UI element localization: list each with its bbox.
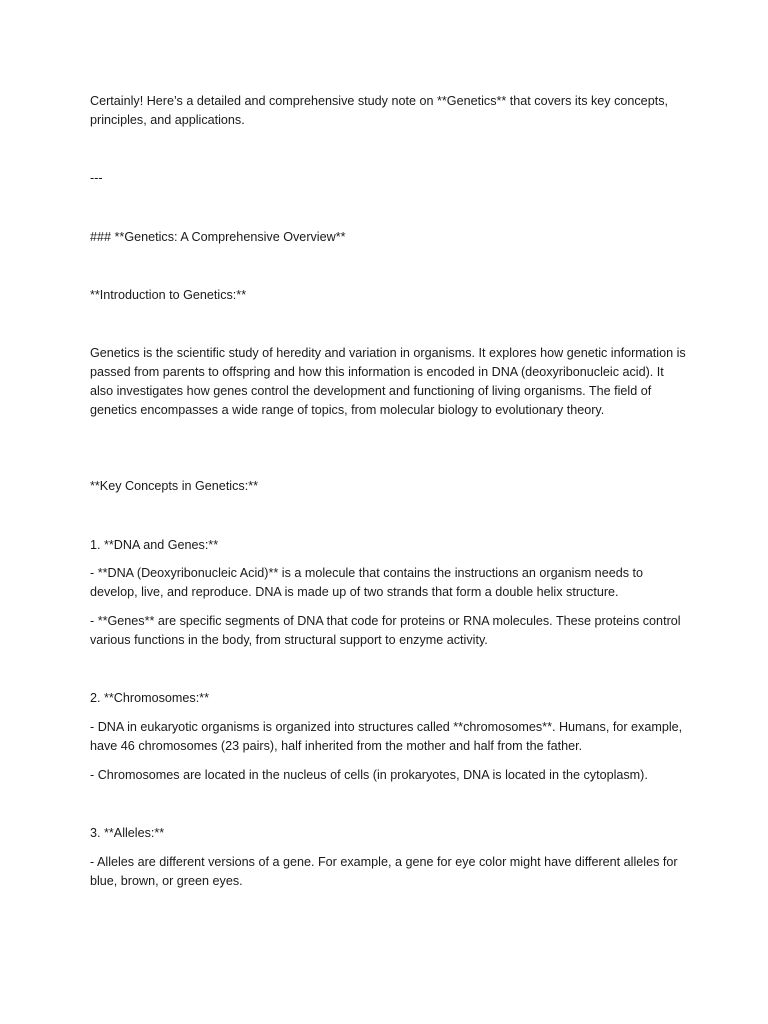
bullet-dna: - **DNA (Deoxyribonucleic Acid)** is a molecule that contains the instructions an organism needs to develop, live, and reproduce. DNA is made up of two strands that form a double helix structure.	[90, 566, 643, 599]
intro-body-paragraph: Genetics is the scientific study of heredity and variation in organisms. It explores how genetic information is passed from parents to offspring and how this information is encoded in DNA (deoxyribonucleic acid). It also investigates how genes control the development and functioning of living organisms. The field of genetics encompasses a wide range of topics, from molecular biology to evolutionary theory.	[90, 346, 686, 417]
bullet-alleles: - Alleles are different versions of a gene. For example, a gene for eye color might have different alleles for blue, brown, or green eyes.	[90, 855, 678, 888]
section-title-dna-genes: 1. **DNA and Genes:**	[90, 538, 219, 552]
document-heading: ### **Genetics: A Comprehensive Overview**	[90, 230, 346, 244]
key-concepts-heading: **Key Concepts in Genetics:**	[90, 479, 259, 493]
section-title-chromosomes: 2. **Chromosomes:**	[90, 691, 209, 705]
bullet-chromosomes-location: - Chromosomes are located in the nucleus of cells (in prokaryotes, DNA is located in the cytoplasm).	[90, 768, 648, 782]
section-title-alleles: 3. **Alleles:**	[90, 826, 165, 840]
intro-heading: **Introduction to Genetics:**	[90, 288, 247, 302]
bullet-genes: - **Genes** are specific segments of DNA that code for proteins or RNA molecules. These proteins control various functions in the body, from structural support to enzyme activity.	[90, 614, 681, 647]
bullet-chromosomes-structure: - DNA in eukaryotic organisms is organized into structures called **chromosomes**. Humans, for example, have 46 chromosomes (23 pairs), half inherited from the mother and half from the father.	[90, 720, 683, 753]
intro-paragraph: Certainly! Here’s a detailed and comprehensive study note on **Genetics** that covers its key concepts, principles, and applications.	[90, 94, 668, 127]
separator-line: ---	[90, 171, 103, 185]
